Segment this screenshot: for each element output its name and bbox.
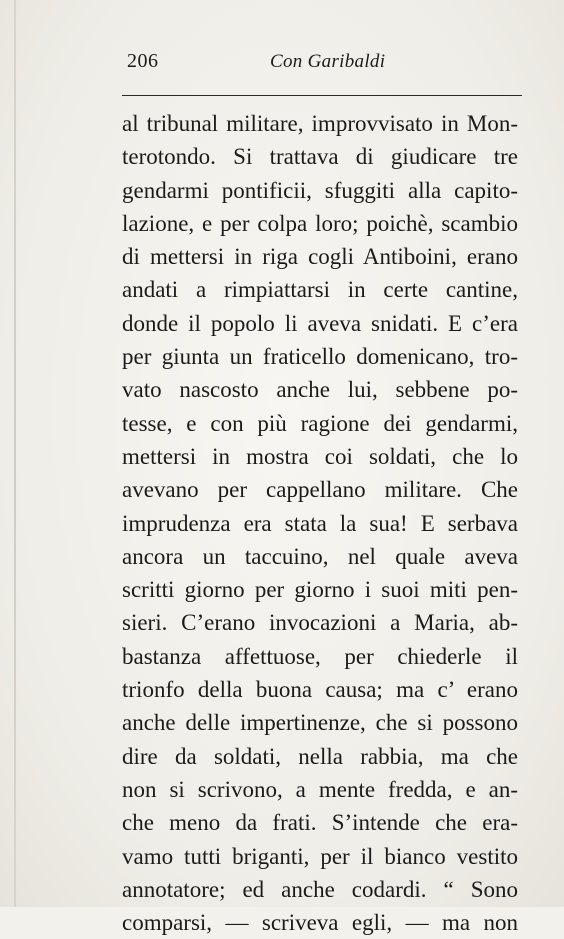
text-line: di mettersi in riga cogli Antiboini, erano [122, 244, 518, 270]
text-line: anche delle impertinenze, che si possono [122, 710, 518, 736]
text-line: mettersi in mostra coi soldati, che lo [122, 443, 518, 469]
text-line: comparsi, — scriveva egli, — ma non [122, 910, 518, 936]
text-line: tesse, e con più ragione dei gendarmi, [122, 410, 518, 436]
body-text [122, 107, 518, 939]
text-line: dire da soldati, nella rabbia, ma che [122, 743, 518, 769]
text-line: terotondo. Si trattava di giudicare tre [122, 144, 518, 170]
text-line: annotatore; ed anche codardi. “ Sono [122, 876, 518, 902]
text-line: lazione, e per colpa loro; poichè, scambio [122, 210, 518, 236]
text-line: donde il popolo li aveva snidati. E c’era [122, 310, 518, 336]
text-line: gendarmi pontificii, sfuggiti alla capito- [122, 177, 518, 203]
page-number: 206 [127, 50, 159, 72]
running-title: Con Garibaldi [270, 51, 386, 72]
text-line: imprudenza era stata la sua! E serbava [122, 510, 518, 536]
text-line: al tribunal militare, improvvisato in Mon- [122, 111, 518, 136]
text-line: non si scrivono, a mente fredda, e an- [122, 776, 518, 802]
text-line: ancora un taccuino, nel quale aveva [122, 543, 518, 569]
text-line: scritti giorno per giorno i suoi miti pen- [122, 577, 518, 603]
text-line: sieri. C’erano invocazioni a Maria, ab- [122, 610, 518, 636]
page-header [127, 50, 522, 78]
text-line: bastanza affettuose, per chiederle il [122, 643, 518, 669]
text-line: avevano per cappellano militare. Che [122, 477, 518, 503]
text-line: che meno da frati. S’intende che era- [122, 810, 518, 836]
page-gutter-edge [14, 0, 16, 907]
text-line: trionfo della buona causa; ma c’ erano [122, 677, 518, 703]
header-rule [122, 95, 522, 96]
text-line: per giunta un fraticello domenicano, tro- [122, 344, 518, 370]
text-line: andati a rimpiattarsi in certe cantine, [122, 277, 518, 303]
text-line: vato nascosto anche lui, sebbene po- [122, 377, 518, 403]
text-line: vamo tutti briganti, per il bianco vestito [122, 843, 518, 869]
